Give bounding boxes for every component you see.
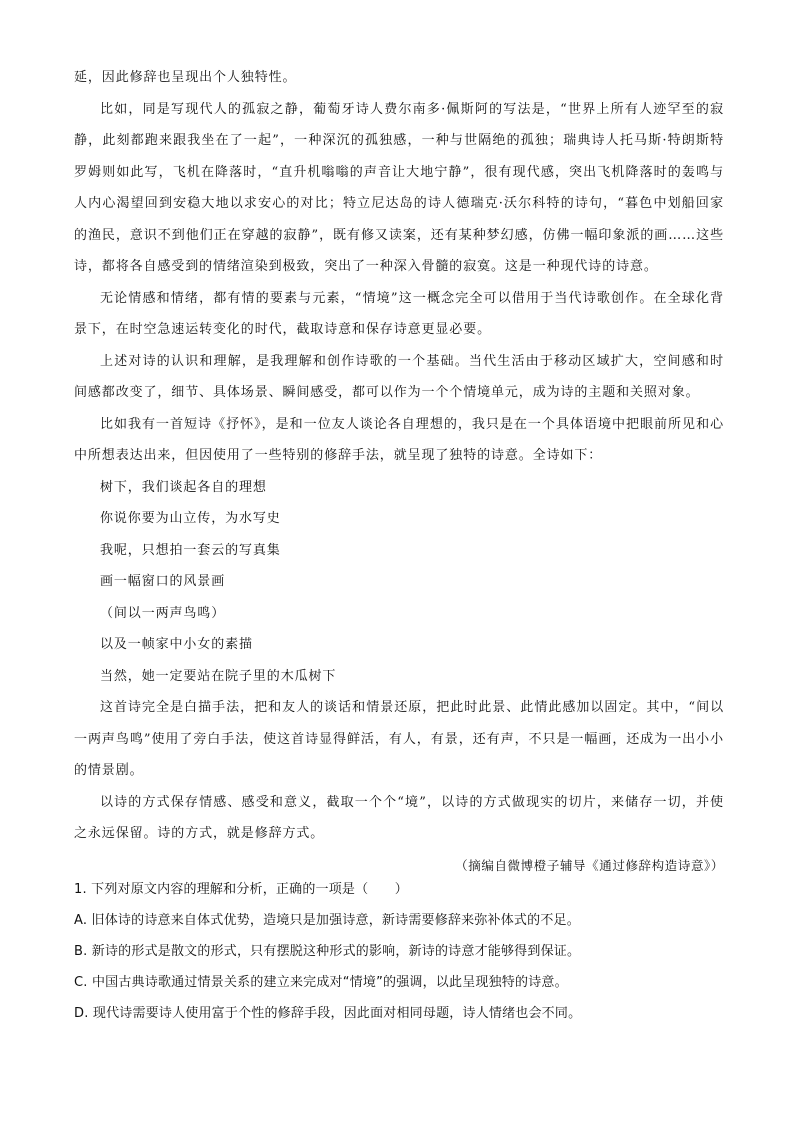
poem-line: 以及一帧家中小女的素描 (100, 637, 253, 652)
option-d: D. 现代诗需要诗人使用富于个性的修辞手段，因此面对相同母题，诗人情绪也会不同。 (74, 1006, 582, 1021)
option-c: C. 中国古典诗歌通过情景关系的建立来完成对“情境”的强调，以此呈现独特的诗意。 (74, 975, 568, 990)
passage-paragraph-continuation: 延，因此修辞也呈现出个人独特性。 (74, 70, 297, 85)
passage-paragraph: 上述对诗的认识和理解，是我理解和创作诗歌的一个基础。当代生活由于移动区域扩大，空间感和时间感都改变了，细节、具体场景、瞬间感受，都可以作为一个个情境单元，成为诗的主题和关照对象。 (74, 353, 724, 400)
poem-line: 树下，我们谈起各自的理想 (100, 479, 267, 495)
poem-line: 我呢，只想拍一套云的写真集 (100, 542, 281, 558)
passage-paragraph: 这首诗完全是白描手法，把和友人的谈话和情景还原，把此时此景、此情此感加以固定。其中，“间以一两声鸟鸣”使用了旁白手法，使这首诗显得鲜活，有人，有景，还有声，不只是一幅画，还成为一出小小的情景剧。 (74, 700, 724, 778)
option-b: B. 新诗的形式是散文的形式，只有摆脱这种形式的影响，新诗的诗意才能够得到保证。 (74, 944, 581, 959)
passage-paragraph: 以诗的方式保存情感、感受和意义，截取一个个“境”，以诗的方式做现实的切片，来储存一切，并使之永远保留。诗的方式，就是修辞方式。 (74, 794, 724, 841)
passage-paragraph: 比如，同是写现代人的孤寂之静，葡萄牙诗人费尔南多·佩斯阿的写法是，“世界上所有人迹罕至的寂静，此刻都跑来跟我坐在了一起”，一种深沉的孤独感，一种与世隔绝的孤独；瑞典诗人托马斯·特朗斯特罗姆则如此写，飞机在降落时，“直升机嗡嗡的声音让大地宁静”，很有现代感，突出飞机降落时的轰鸣与人内心渴望回到安稳大地以求安心的对比；特立尼达岛的诗人德瑞克·沃尔科特的诗句，“暮色中划船回家的渔民，意识不到他们正在穿越的寂静”，既有修又读案，还有某种梦幻感，仿佛一幅印象派的画……这些诗，都将各自感受到的情绪渲染到极致，突出了一种深入骨髓的寂寞。这是一种现代诗的诗意。 (74, 101, 724, 274)
passage-paragraph: 比如我有一首短诗《抒怀》，是和一位友人谈论各自理想的，我只是在一个具体语境中把眼前所见和心中所想表达出来，但因使用了一些特别的修辞手法，就呈现了独特的诗意。全诗如下： (74, 416, 724, 463)
poem-line: 当然，她一定要站在院子里的木瓜树下 (100, 668, 337, 684)
option-a: A. 旧体诗的诗意来自体式优势，造境只是加强诗意，新诗需要修辞来弥补体式的不足。 (74, 913, 580, 928)
passage-paragraph: 无论情感和情绪，都有情的要素与元素，“情境”这一概念完全可以借用于当代诗歌创作。在全球化背景下，在时空急速运转变化的时代，截取诗意和保存诗意更显必要。 (74, 290, 724, 337)
reading-passage (74, 62, 724, 881)
question-block (74, 874, 724, 1029)
poem-line: （间以一两声鸟鸣） (100, 605, 226, 621)
question-stem: 1. 下列对原文内容的理解和分析，正确的一项是（ ） (74, 882, 408, 897)
source-citation: （摘编自微博橙子辅导《通过修辞构造诗意》） (455, 857, 724, 873)
poem-line: 你说你要为山立传，为水写史 (100, 511, 281, 526)
poem-line: 画一幅窗口的风景画 (100, 574, 226, 589)
